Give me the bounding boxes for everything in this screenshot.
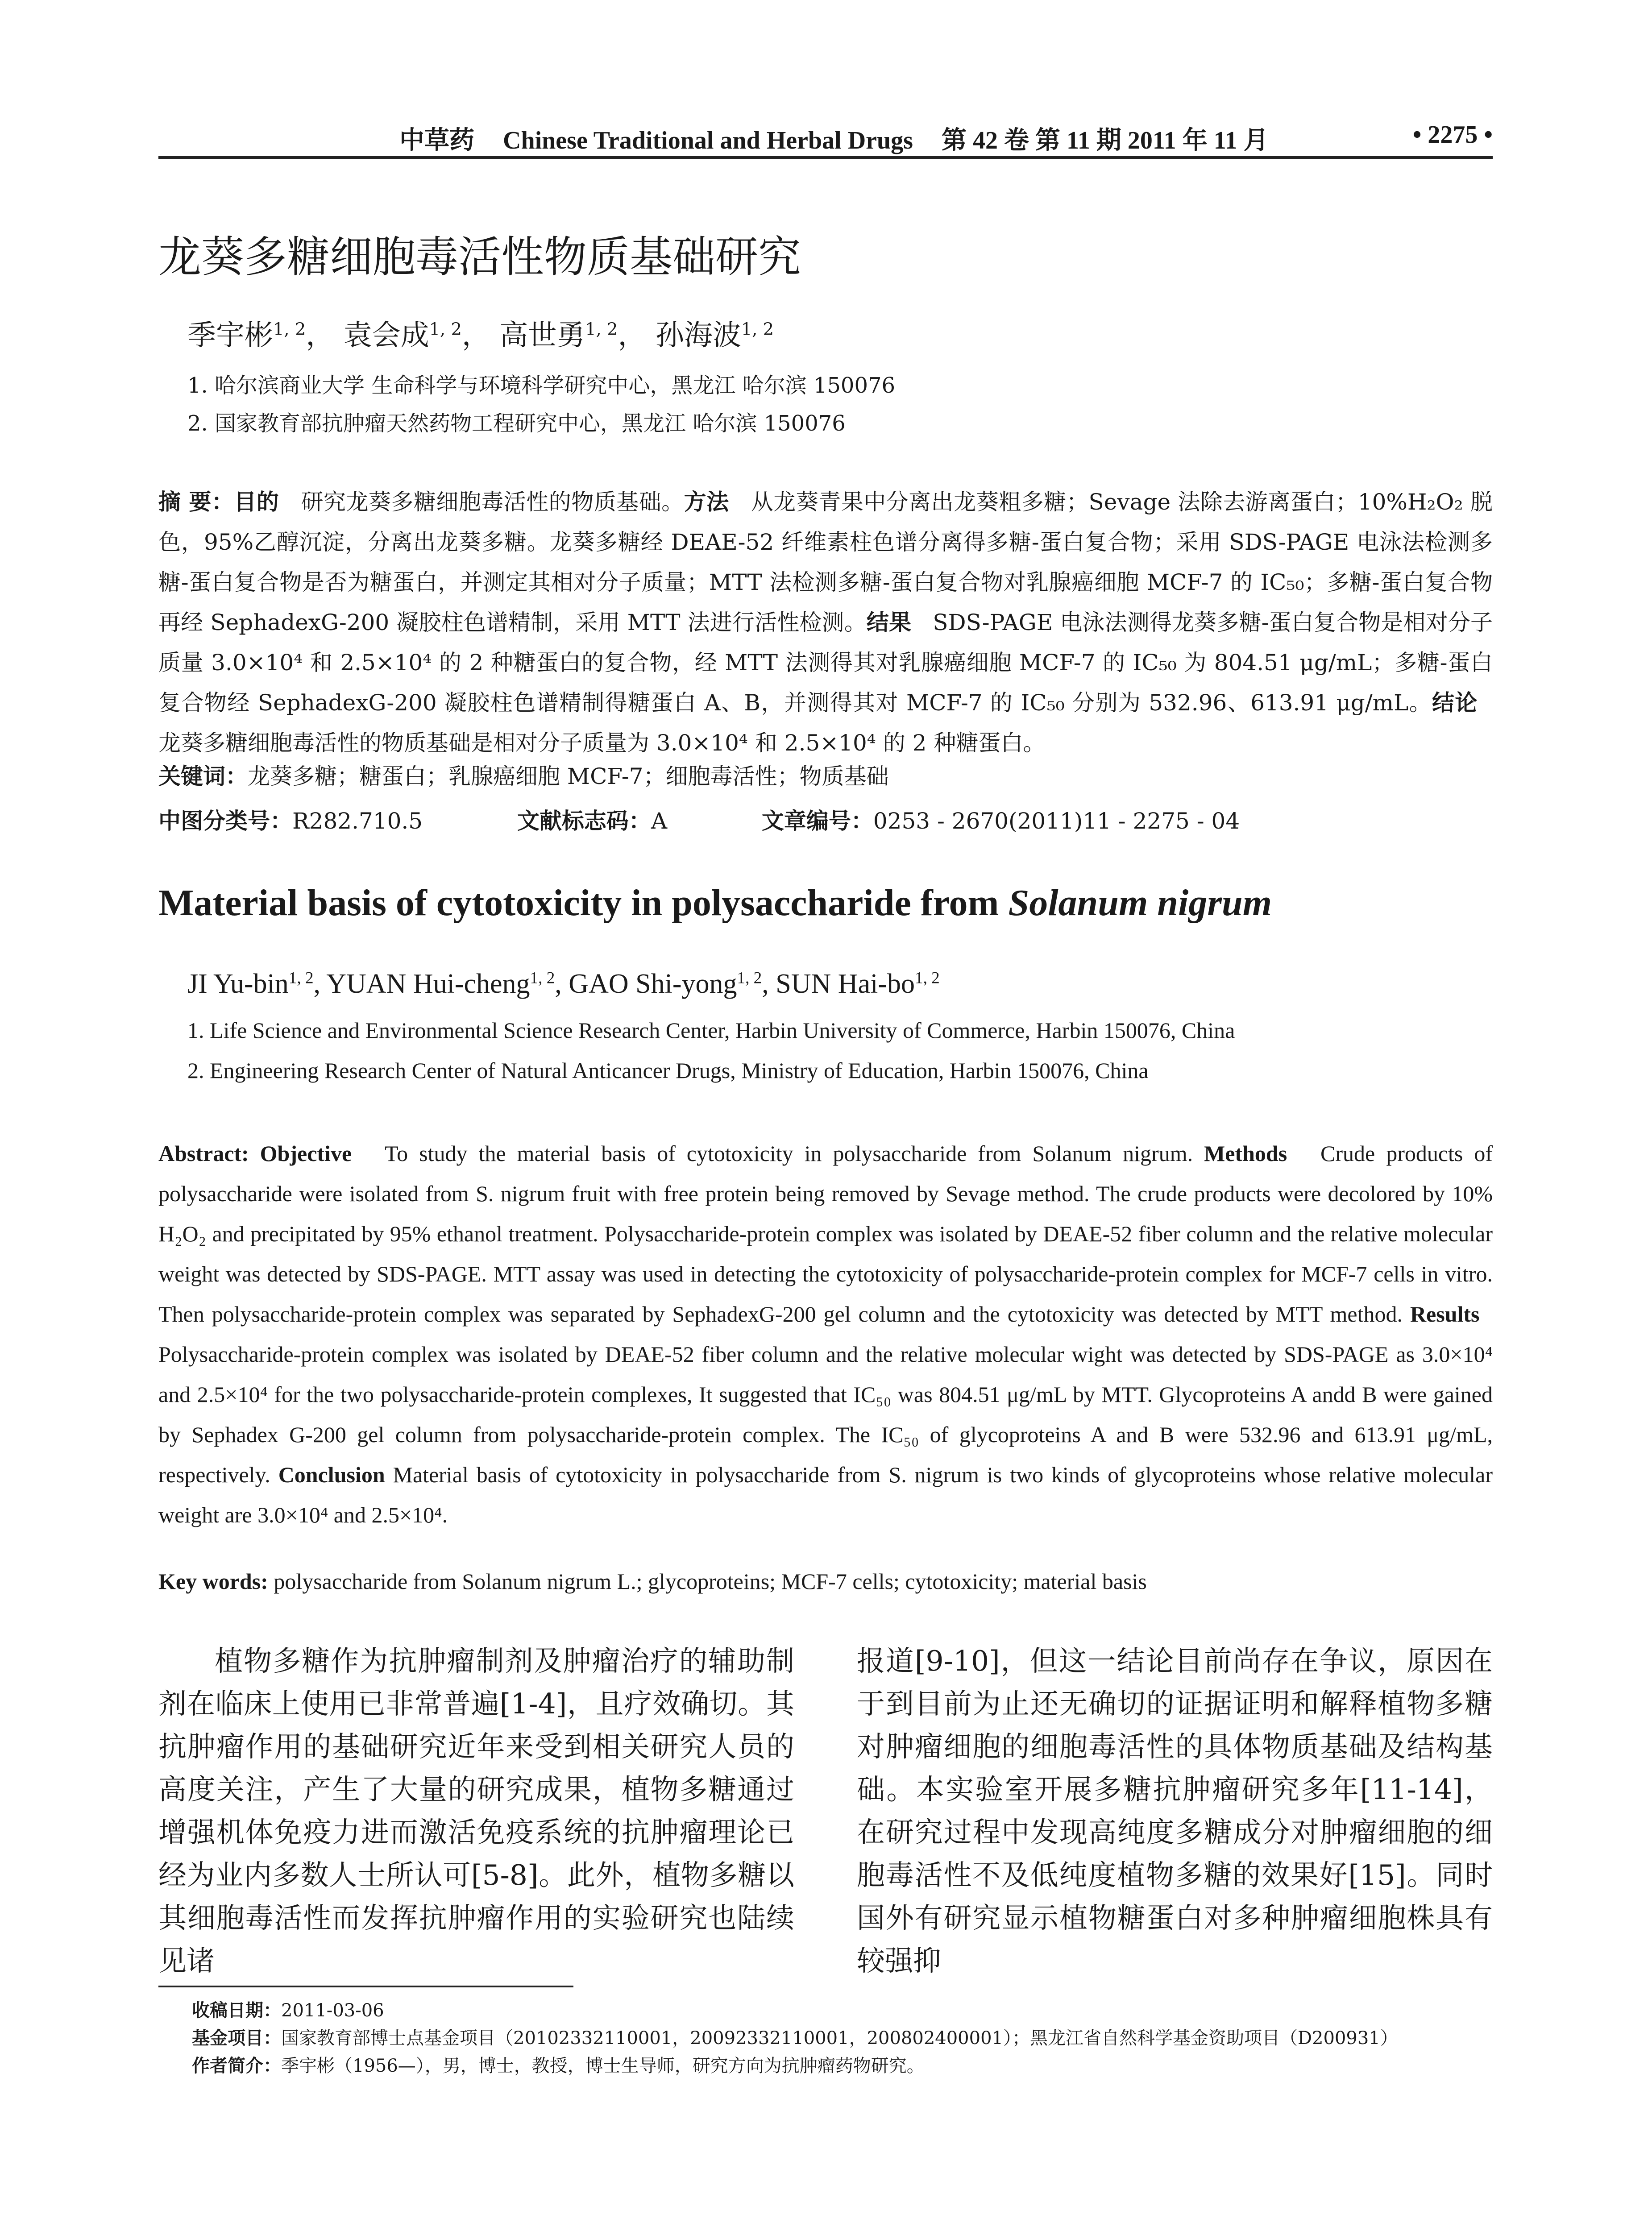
methods-en: Crude products of polysaccharide were isolated from S. nigrum fruit with free protein being removed by Sevage method. The crude products were decolored by 10% H₂O₂ and precipitated by 95% ethanol treatment. Polysaccharide-protein complex was isolated by DEAE-52 fiber column and the relative molecular weight was detected by SDS-PAGE. MTT assay was used in detecting the cytotoxicity of polysaccharide-protein complex for MCF-7 cells in vitro. Then polysaccharide-protein complex was separated by SephadexG-200 gel column and the cytotoxicity was detected by MTT method.: [158, 1141, 1493, 1327]
author-en: SUN Hai-bo: [776, 969, 915, 999]
received-label: 收稿日期：: [192, 2000, 281, 2021]
header-rule: [158, 156, 1493, 159]
author-cn: 高世勇: [499, 319, 585, 352]
affiliation-en-1: 1. Life Science and Environmental Science Research Center, Harbin University of Commerce, Harbin 150076, China: [187, 1018, 1235, 1043]
author-cn: 孙海波: [655, 319, 741, 352]
page-number: • 2275 •: [1412, 121, 1493, 149]
keywords-cn: [158, 759, 889, 791]
author-sup: 1, 2: [273, 319, 306, 340]
clc-value: R282.710.5: [292, 808, 423, 834]
keywords-label: 关键词：: [158, 763, 248, 789]
title-en: [158, 881, 1272, 925]
results-label: 结果: [866, 610, 912, 635]
conclusion-text: 龙葵多糖细胞毒活性的物质基础是相对分子质量为 3.0×10⁴ 和 2.5×10⁴ 的 2 种糖蛋白。: [158, 730, 1046, 756]
footnotes: [192, 1997, 1398, 2080]
keywords-en-text: polysaccharide from Solanum nigrum L.; glycoproteins; MCF-7 cells; cytotoxicity; material basis: [274, 1569, 1147, 1594]
body-column-left: 植物多糖作为抗肿瘤制剂及肿瘤治疗的辅助制剂在临床上使用已非常普遍[1-4]，且疗效确切。其抗肿瘤作用的基础研究近年来受到相关研究人员的高度关注，产生了大量的研究成果，植物多糖通过增强机体免疫力进而激活免疫系统的抗肿瘤理论已经为业内多数人士所认可[5-8]。此外，植物多糖以其细胞毒活性而发挥抗肿瘤作用的实验研究也陆续见诸: [158, 1645, 794, 1977]
classification-line: [158, 803, 1240, 835]
title-cn: 龙葵多糖细胞毒活性物质基础研究: [158, 232, 801, 282]
author-sup: 1, 2: [429, 319, 462, 340]
header-journal: [399, 120, 1269, 156]
author-en: YUAN Hui-cheng: [326, 969, 530, 999]
affiliation-cn-1: 1. 哈尔滨商业大学 生命科学与环境科学研究中心，黑龙江 哈尔滨 150076: [187, 373, 896, 398]
doc-value: A: [651, 808, 668, 834]
doc-label: 文献标志码：: [517, 808, 651, 834]
author-bio-label: 作者简介：: [192, 2056, 281, 2076]
author-sup: 1, 2: [288, 969, 314, 987]
author-cn: 袁会成: [343, 319, 429, 352]
author-en: JI Yu-bin: [187, 969, 289, 999]
abstract-cn: [158, 482, 1493, 763]
footnote-received: [192, 1997, 1398, 2024]
affiliation-en-2: 2. Engineering Research Center of Natural Anticancer Drugs, Ministry of Education, Harbin 150076, China: [187, 1058, 1149, 1083]
footnote-fund: [192, 2024, 1398, 2052]
issue-info: 第 42 卷 第 11 期 2011 年 11 月: [941, 127, 1269, 154]
abstract-en: [158, 1133, 1493, 1535]
art-value: 0253 - 2670(2011)11 - 2275 - 04: [873, 808, 1240, 834]
methods-text: 从龙葵青果中分离出龙葵粗多糖；Sevage 法除去游离蛋白；10%H₂O₂ 脱色，95%乙醇沉淀，分离出龙葵多糖。龙葵多糖经 DEAE-52 纤维素柱色谱分离得多糖-蛋白复合物；采用 SDS-PAGE 电泳法检测多糖-蛋白复合物是否为糖蛋白，并测定其相对分子质量；MTT 法检测多糖-蛋白复合物对乳腺癌细胞 MCF-7 的 IC₅₀；多糖-蛋白复合物再经 SephadexG-200 凝胶柱色谱精制，采用 MTT 法进行活性检测。: [158, 489, 1493, 635]
footnote-rule: [158, 1986, 573, 1987]
results-text: SDS-PAGE 电泳法测得龙葵多糖-蛋白复合物是相对分子质量 3.0×10⁴ 和 2.5×10⁴ 的 2 种糖蛋白的复合物，经 MTT 法测得其对乳腺癌细胞 MCF-7 的 IC₅₀ 为 804.51 μg/mL；多糖-蛋白复合物经 SephadexG-200 凝胶柱色谱精制得糖蛋白 A、B，并测得其对 MCF-7 的 IC₅₀ 分别为 532.96、613.91 μg/mL。: [158, 610, 1493, 716]
keywords-text: 龙葵多糖；糖蛋白；乳腺癌细胞 MCF-7；细胞毒活性；物质基础: [248, 763, 889, 789]
author-sup: 1, 2: [741, 319, 774, 340]
conclusion-en: Material basis of cytotoxicity in polysaccharide from S. nigrum is two kinds of glycoproteins whose relative molecular weight are 3.0×10⁴ and 2.5×10⁴.: [158, 1462, 1493, 1527]
journal-name-cn: 中草药: [399, 127, 474, 154]
objective-en: To study the material basis of cytotoxicity in polysaccharide from Solanum nigrum.: [385, 1141, 1193, 1166]
art-label: 文章编号：: [761, 808, 873, 834]
objective-label: 目的: [234, 489, 279, 515]
methods-label: 方法: [684, 489, 729, 515]
keywords-en: [158, 1568, 1493, 1594]
author-bio-text: 季宇彬（1956—），男，博士，教授，博士生导师，研究方向为抗肿瘤药物研究。: [281, 2056, 925, 2076]
author-cn: 季宇彬: [187, 319, 273, 352]
abstract-en-label: Abstract: Objective: [158, 1141, 352, 1166]
author-sup: 1, 2: [530, 969, 555, 987]
title-en-main: Material basis of cytotoxicity in polysaccharide from: [158, 882, 1009, 924]
results-en: Polysaccharide-protein complex was isolated by DEAE-52 fiber column and the relative molecular wight was detected by SDS-PAGE as 3.0×10⁴ and 2.5×10⁴ for the two polysaccharide-protein complexes, It suggested that IC₅₀ was 804.51 μg/mL by MTT. Glycoproteins A andd B were gained by Sephadex G-200 gel column from polysaccharide-protein complex. The IC₅₀ of glycoproteins A and B were 532.96 and 613.91 μg/mL, respectively.: [158, 1342, 1493, 1487]
author-en: GAO Shi-yong: [569, 969, 737, 999]
objective-text: 研究龙葵多糖细胞毒活性的物质基础。: [301, 489, 684, 515]
clc-label: 中图分类号：: [158, 808, 292, 834]
affiliation-cn-2: 2. 国家教育部抗肿瘤天然药物工程研究中心，黑龙江 哈尔滨 150076: [187, 411, 846, 436]
abstract-label: 摘 要：: [158, 489, 234, 515]
fund-text: 国家教育部博士点基金项目（20102332110001，20092332110001，200802400001）；黑龙江省自然科学基金资助项目（D200931）: [281, 2028, 1398, 2049]
running-header: [158, 117, 1493, 157]
author-sup: 1, 2: [737, 969, 762, 987]
author-sup: 1, 2: [585, 319, 618, 340]
body-column-right: 报道[9-10]，但这一结论目前尚存在争议，原因在于到目前为止还无确切的证据证明和解释植物多糖对肿瘤细胞的细胞毒活性的具体物质基础及结构基础。本实验室开展多糖抗肿瘤研究多年[11-14]，在研究过程中发现高纯度多糖成分对肿瘤细胞的细胞毒活性不及低纯度植物多糖的效果好[15]。同时国外有研究显示植物糖蛋白对多种肿瘤细胞株具有较强抑: [857, 1645, 1493, 1977]
keywords-en-label: Key words:: [158, 1569, 268, 1594]
conclusion-en-label: Conclusion: [278, 1462, 385, 1487]
conclusion-label: 结论: [1432, 690, 1478, 716]
fund-label: 基金项目：: [192, 2028, 281, 2049]
results-en-label: Results: [1410, 1302, 1480, 1327]
received-date: 2011-03-06: [281, 2000, 384, 2021]
methods-en-label: Methods: [1204, 1141, 1287, 1166]
authors-cn: 季宇彬$^{1, 2}$， 袁会成$^{1, 2}$， 高世勇$^{1, 2}$， 孙海波$^{1, 2}$: [187, 319, 774, 352]
footnote-author: [192, 2052, 1398, 2080]
journal-name-en: Chinese Traditional and Herbal Drugs: [503, 127, 913, 154]
author-sup: 1, 2: [914, 969, 940, 987]
title-en-species: Solanum nigrum: [1008, 882, 1272, 924]
authors-en: JI Yu-bin$^{1, 2}$, YUAN Hui-cheng$^{1, 2}$, GAO Shi-yong$^{1, 2}$, SUN Hai-bo$^{1, 2}$: [187, 969, 940, 999]
